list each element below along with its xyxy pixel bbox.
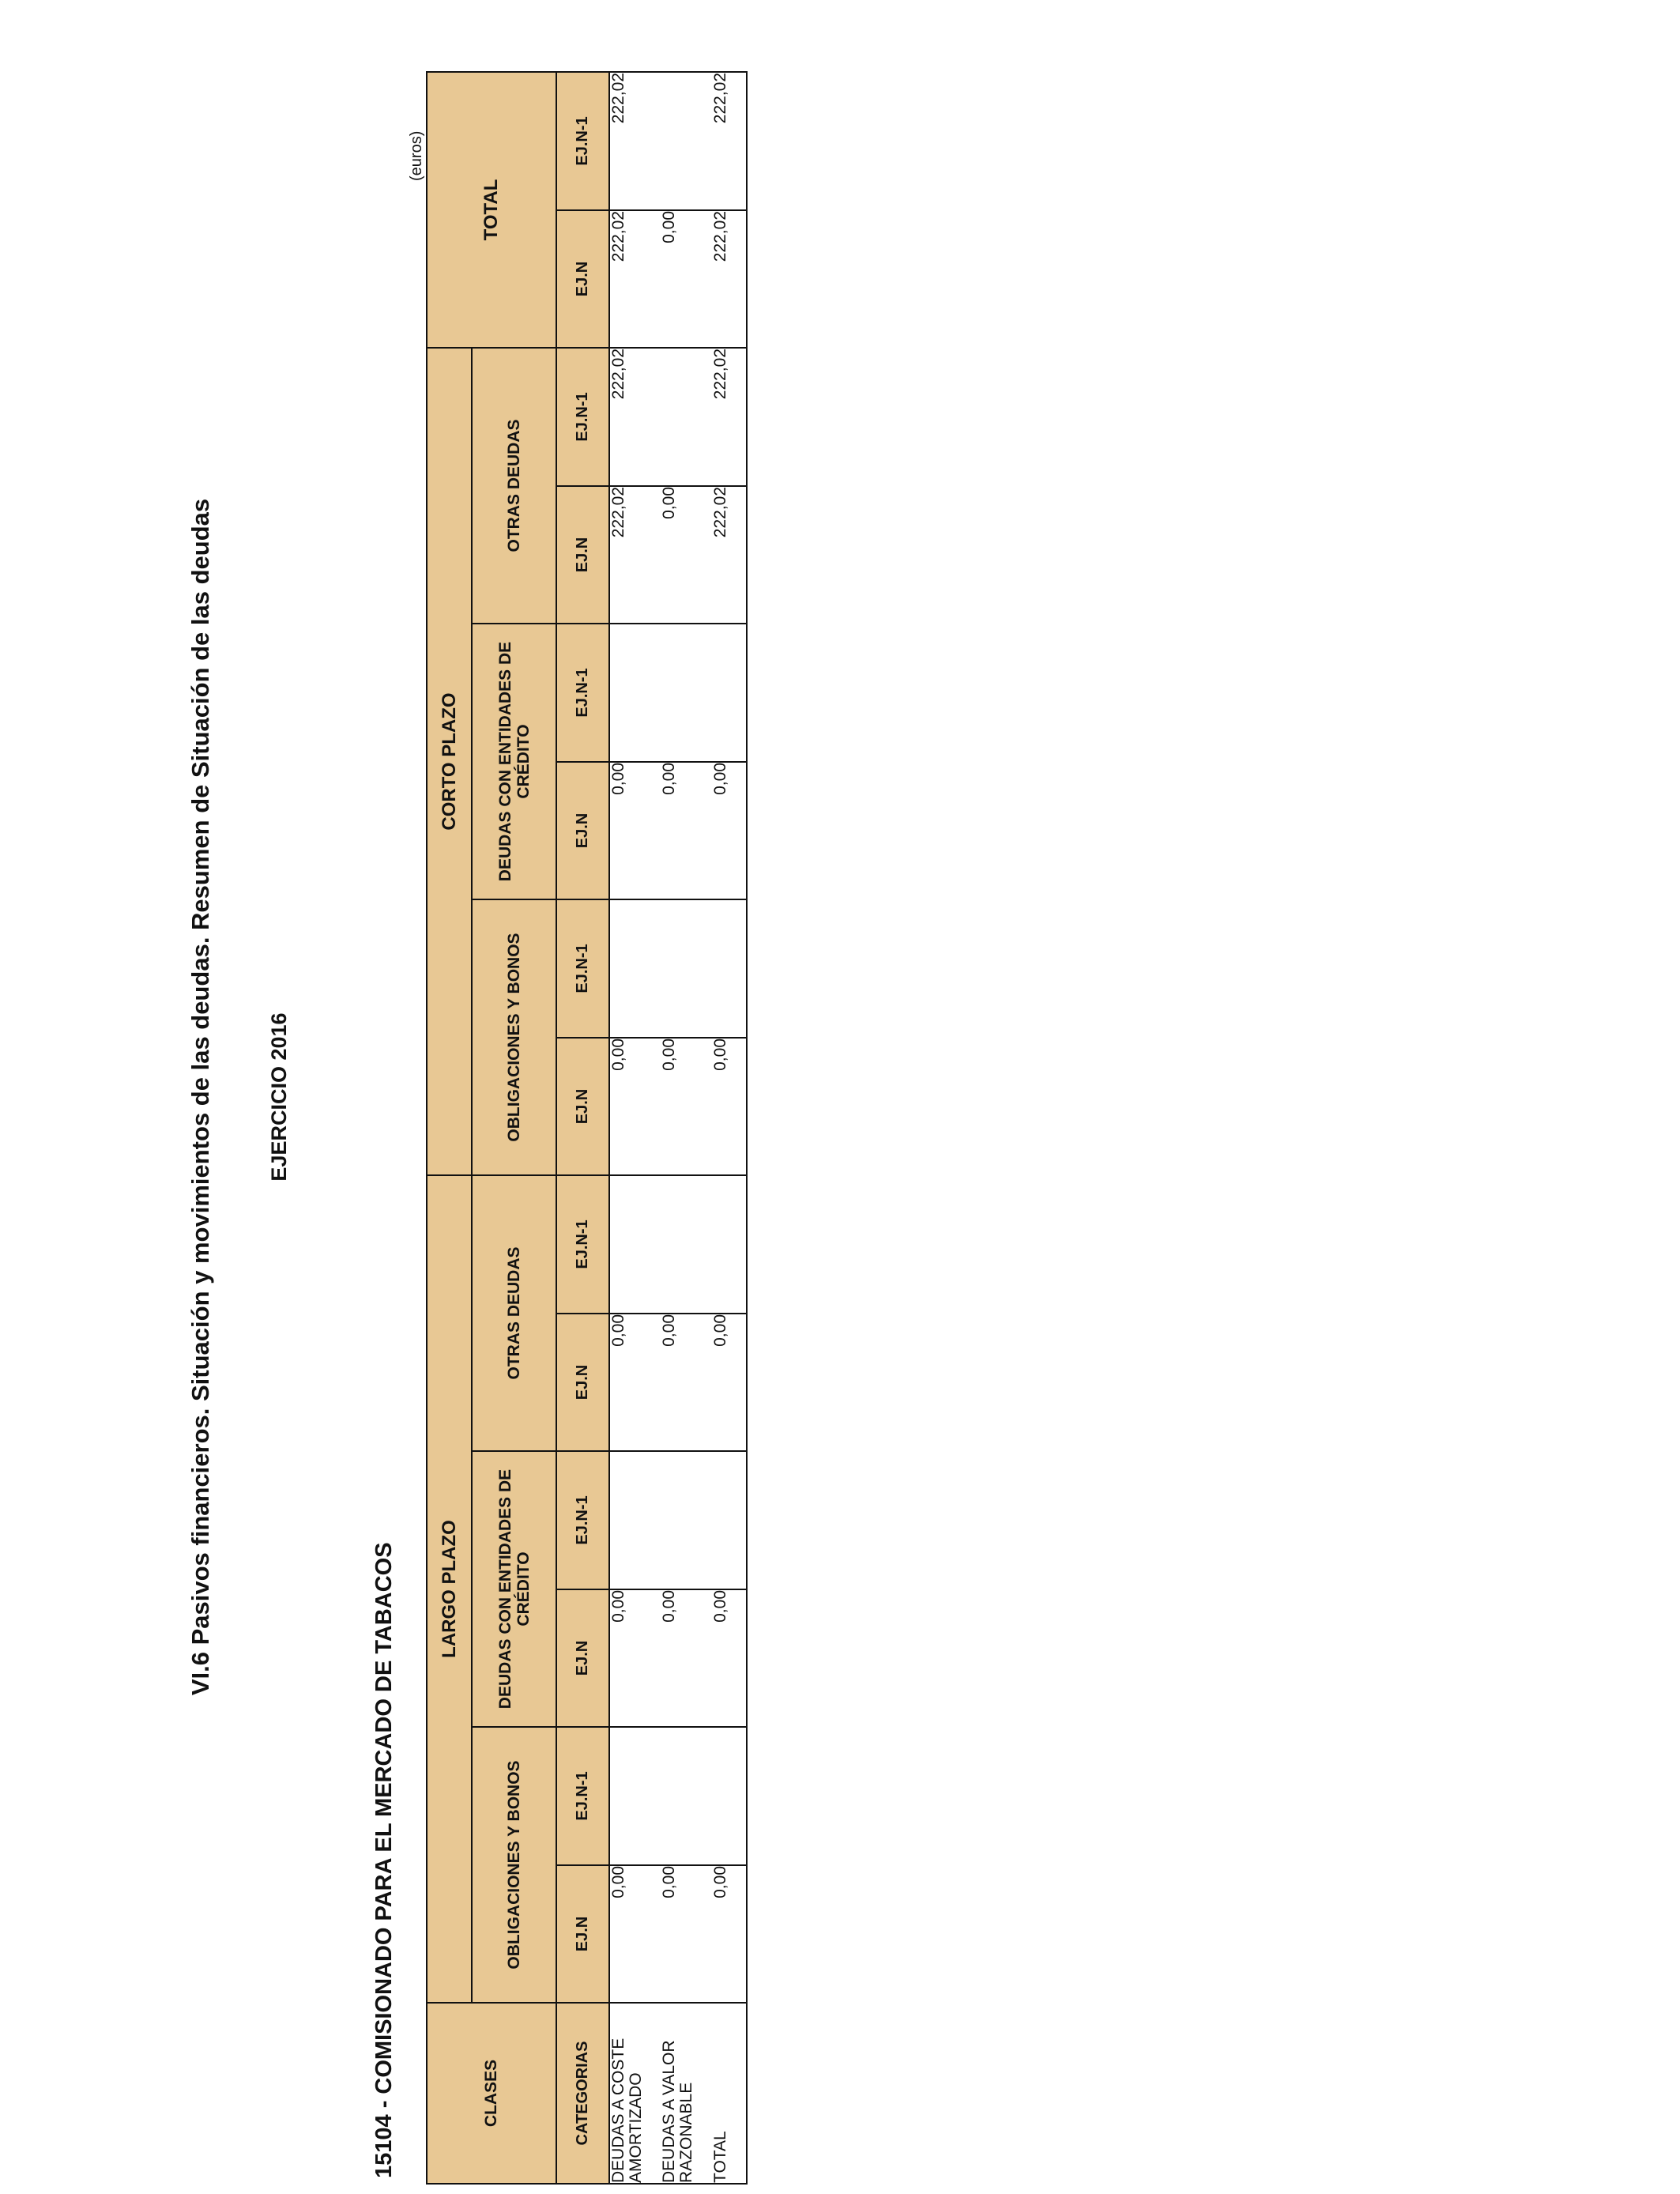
table-cell: 0,00: [712, 1589, 747, 1727]
table-cell: [661, 624, 712, 762]
entity-name: 15104 - COMISIONADO PARA EL MERCADO DE TABACOS: [371, 1542, 397, 2178]
col-ej-n: EJ.N: [556, 762, 609, 899]
cp-obligaciones-header: OBLIGACIONES Y BONOS: [472, 899, 556, 1175]
col-ej-n: EJ.N: [556, 210, 609, 348]
table-cell: 0,00: [661, 1865, 712, 2003]
col-ej-n1: EJ.N-1: [556, 899, 609, 1038]
table-row-total: [712, 72, 747, 2184]
table-cell: [661, 348, 712, 486]
table-cell: 0,00: [661, 210, 712, 348]
col-ej-n1: EJ.N-1: [556, 348, 609, 486]
col-ej-n: EJ.N: [556, 1865, 609, 2003]
table-cell: 0,00: [661, 762, 712, 899]
row-label: DEUDAS A COSTE AMORTIZADO: [609, 2003, 661, 2184]
row-label: TOTAL: [712, 2003, 747, 2184]
table-cell: 0,00: [609, 1865, 661, 2003]
exercise-year: EJERCICIO 2016: [267, 1012, 291, 1182]
table-row: [609, 72, 661, 2184]
largo-plazo-header: LARGO PLAZO: [427, 1175, 472, 2003]
table-cell: 0,00: [609, 1314, 661, 1451]
col-ej-n1: EJ.N-1: [556, 1451, 609, 1589]
cp-otras-header: OTRAS DEUDAS: [472, 348, 556, 624]
table-cell: [661, 1727, 712, 1865]
header-row-years: [556, 72, 609, 2184]
col-ej-n: EJ.N: [556, 1038, 609, 1175]
header-row-term: [427, 72, 472, 2184]
table-cell: [661, 1175, 712, 1314]
table-cell: [609, 1175, 661, 1314]
total-header: TOTAL: [427, 72, 556, 348]
table-row: [661, 72, 712, 2184]
table-cell: [712, 624, 747, 762]
table-cell: 222,02: [712, 210, 747, 348]
col-ej-n1: EJ.N-1: [556, 1727, 609, 1865]
col-ej-n1: EJ.N-1: [556, 72, 609, 210]
table-cell: 222,02: [609, 72, 661, 210]
col-ej-n: EJ.N: [556, 1314, 609, 1451]
table-cell: 222,02: [609, 210, 661, 348]
table-cell: [609, 1451, 661, 1589]
row-label: DEUDAS A VALOR RAZONABLE: [661, 2003, 712, 2184]
clases-header: CLASES: [427, 2003, 556, 2184]
table-cell: 0,00: [661, 486, 712, 624]
table-cell: 0,00: [712, 762, 747, 899]
table-cell: [712, 1451, 747, 1589]
table-cell: 0,00: [661, 1038, 712, 1175]
table-cell: [661, 1451, 712, 1589]
table-cell: 222,02: [609, 486, 661, 624]
col-ej-n: EJ.N: [556, 1589, 609, 1727]
table-cell: [712, 1175, 747, 1314]
table-cell: [661, 899, 712, 1038]
table-cell: [661, 72, 712, 210]
table-cell: [609, 1727, 661, 1865]
table-cell: [609, 899, 661, 1038]
table-cell: 0,00: [712, 1865, 747, 2003]
lp-otras-header: OTRAS DEUDAS: [472, 1175, 556, 1451]
table-cell: 222,02: [712, 72, 747, 210]
table-cell: 0,00: [712, 1314, 747, 1451]
col-ej-n1: EJ.N-1: [556, 624, 609, 762]
table-cell: 0,00: [609, 1038, 661, 1175]
table-cell: 222,02: [609, 348, 661, 486]
col-ej-n1: EJ.N-1: [556, 1175, 609, 1314]
table-cell: 0,00: [712, 1038, 747, 1175]
currency-units: (euros): [408, 130, 425, 181]
page-title: VI.6 Pasivos financieros. Situación y movimientos de las deudas. Resumen de Situación de las deudas: [186, 498, 214, 1696]
table-cell: 222,02: [712, 486, 747, 624]
corto-plazo-header: CORTO PLAZO: [427, 348, 472, 1175]
table-cell: 0,00: [609, 1589, 661, 1727]
lp-obligaciones-header: OBLIGACIONES Y BONOS: [472, 1727, 556, 2003]
table-cell: 222,02: [712, 348, 747, 486]
lp-entidades-header: DEUDAS CON ENTIDADES DE CRÉDITO: [472, 1451, 556, 1727]
table-cell: 0,00: [661, 1589, 712, 1727]
table-cell: 0,00: [661, 1314, 712, 1451]
col-ej-n: EJ.N: [556, 486, 609, 624]
header-row-groups: [472, 72, 556, 2184]
table-cell: 0,00: [609, 762, 661, 899]
table-cell: [712, 899, 747, 1038]
table-cell: [712, 1727, 747, 1865]
debt-summary-table: [426, 71, 748, 2185]
cp-entidades-header: DEUDAS CON ENTIDADES DE CRÉDITO: [472, 624, 556, 899]
categorias-header: CATEGORIAS: [556, 2003, 609, 2184]
table-cell: [609, 624, 661, 762]
